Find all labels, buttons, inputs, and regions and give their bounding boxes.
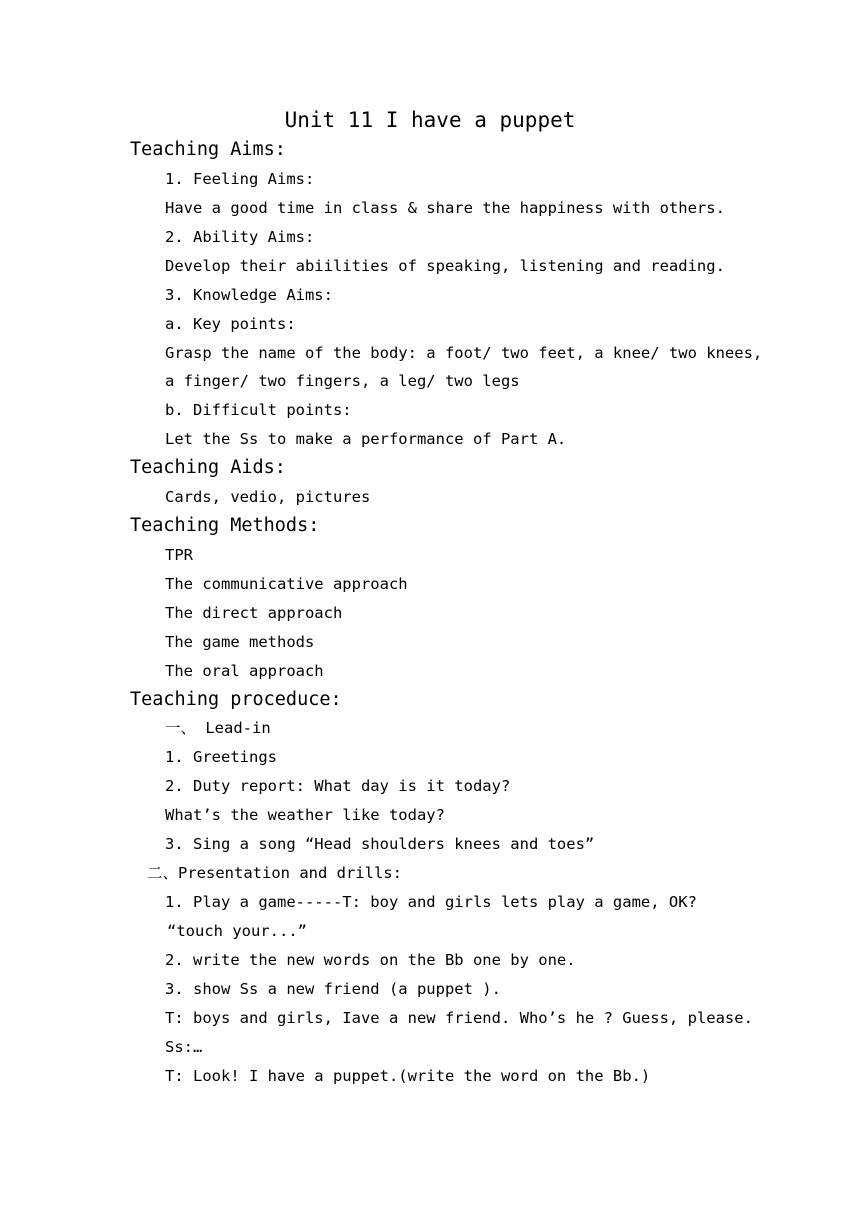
aims-line: b. Difficult points: bbox=[165, 401, 352, 419]
heading-teaching-aims: Teaching Aims: bbox=[130, 139, 286, 160]
aids-line: Cards, vedio, pictures bbox=[165, 488, 371, 506]
methods-line: TPR bbox=[165, 546, 193, 564]
document-title: Unit 11 I have a puppet bbox=[284, 108, 576, 132]
aims-line: Have a good time in class & share the happiness with others. bbox=[165, 199, 725, 217]
procedure-line: 2. write the new words on the Bb one by one. bbox=[165, 951, 576, 969]
aims-line: Develop their abiilities of speaking, listening and reading. bbox=[165, 257, 725, 275]
aims-line: 3. Knowledge Aims: bbox=[165, 286, 333, 304]
methods-line: The direct approach bbox=[165, 604, 343, 622]
section-presentation-title: 二、Presentation and drills: bbox=[147, 864, 402, 882]
aims-line: Let the Ss to make a performance of Part A. bbox=[165, 430, 567, 448]
procedure-line: 1. Play a game-----T: boy and girls lets play a game, OK? bbox=[165, 893, 697, 911]
aims-line: a finger/ two fingers, a leg/ two legs bbox=[165, 372, 520, 390]
heading-teaching-methods: Teaching Methods: bbox=[130, 515, 320, 536]
methods-line: The communicative approach bbox=[165, 575, 408, 593]
procedure-line: 1. Greetings bbox=[165, 748, 277, 766]
procedure-line: 3. Sing a song “Head shoulders knees and toes” bbox=[165, 835, 595, 853]
methods-line: The oral approach bbox=[165, 662, 324, 680]
procedure-line: 3. show Ss a new friend (a puppet ). bbox=[165, 980, 501, 998]
procedure-line: 2. Duty report: What day is it today? bbox=[165, 777, 511, 795]
procedure-line: “touch your...” bbox=[167, 922, 307, 940]
procedure-line: Ss:… bbox=[165, 1038, 203, 1056]
aims-line: 1. Feeling Aims: bbox=[165, 170, 315, 188]
procedure-line: T: boys and girls, Iave a new friend. Who’s he ? Guess, please. bbox=[165, 1009, 753, 1027]
heading-teaching-procedure: Teaching proceduce: bbox=[130, 689, 342, 710]
heading-teaching-aids: Teaching Aids: bbox=[130, 457, 286, 478]
procedure-line: T: Look! I have a puppet.(write the word on the Bb.) bbox=[165, 1067, 651, 1085]
aims-line: Grasp the name of the body: a foot/ two feet, a knee/ two knees, bbox=[165, 344, 763, 362]
procedure-line: What’s the weather like today? bbox=[165, 806, 445, 824]
section-lead-in-title: 一、 Lead-in bbox=[165, 719, 271, 737]
aims-line: 2. Ability Aims: bbox=[165, 228, 315, 246]
methods-line: The game methods bbox=[165, 633, 315, 651]
aims-line: a. Key points: bbox=[165, 315, 296, 333]
